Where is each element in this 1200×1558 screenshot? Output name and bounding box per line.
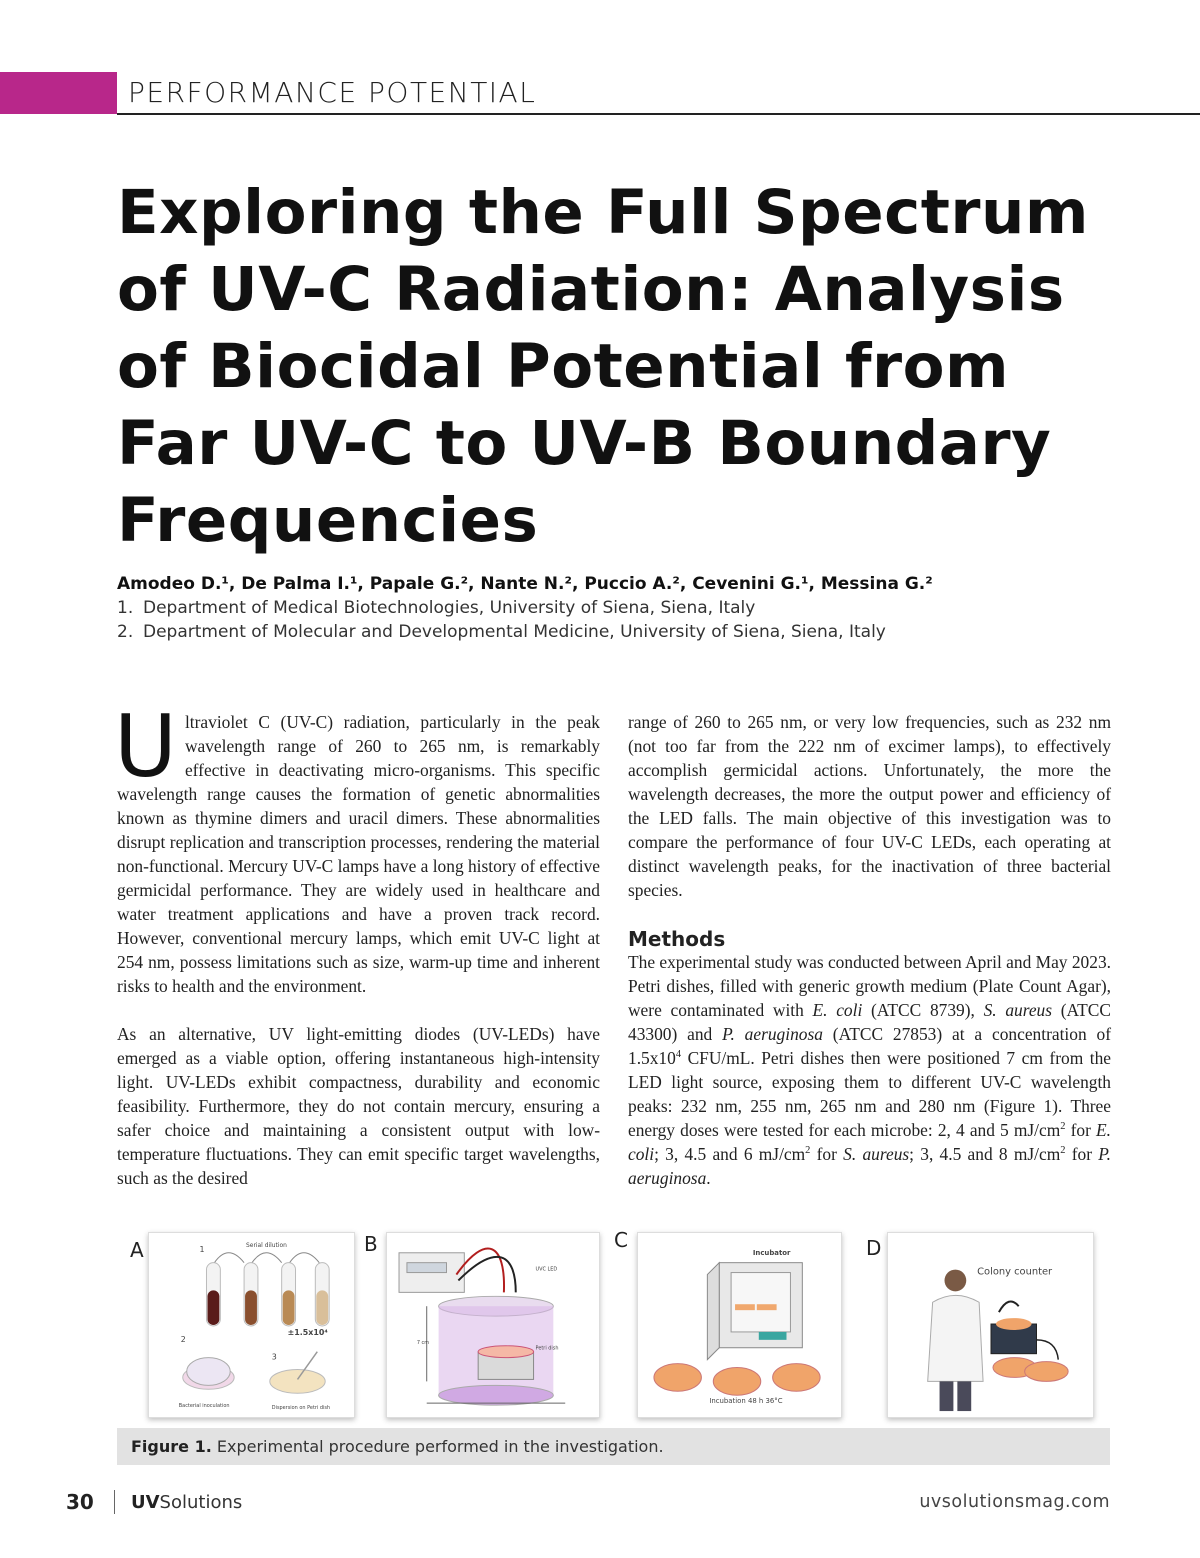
magazine-name: UVSolutions xyxy=(131,1492,243,1513)
affiliation-text: Department of Molecular and Developmental Medicine, University of Siena, Siena, Italy xyxy=(143,622,886,642)
page-number: 30 xyxy=(66,1490,94,1514)
methods-paragraph: The experimental study was conducted between April and May 2023. Petri dishes, filled with generic growth medium (Plate Count Agar), were contaminated with E. coli (ATCC 8739), S. aureus (ATCC 43300) and P. aeruginosa (ATCC 27853) at a concentration of $1.5x10^4$ CFU/mL. Petri dishes then were positioned 7 cm from the LED light source, exposing them to different UV-C wavelength peaks: 232 nm, 255 nm, 265 nm and 280 nm (Figure 1). Three energy doses were tested for each microbe: 2, 4 and 5 $mJ/cm^2$ for E. coli; 3, 4.5 and 6 $mJ/cm^2$ for S. aureus; 3, 4.5 and 8 $mJ/cm^2$ for P. aeruginosa. xyxy=(628,952,1111,1188)
affiliation-number: 1. xyxy=(117,598,134,618)
serial-dilution-illustration xyxy=(149,1233,354,1417)
article-title: Exploring the Full Spectrum of UV-C Radiation: Analysis of Biocidal Potential from Far UV-C to UV-B Boundary Frequencies xyxy=(117,177,1089,556)
intro-paragraph xyxy=(114,697,600,998)
magazine-url: uvsolutionsmag.com xyxy=(919,1492,1110,1512)
affiliation-2 xyxy=(117,622,886,642)
incubator-illustration xyxy=(638,1233,841,1417)
panel-letter-b: B xyxy=(364,1232,378,1256)
svg-text:1: 1 xyxy=(199,1244,205,1254)
svg-text:Colony counter: Colony counter xyxy=(977,1266,1053,1278)
intro-text: ltraviolet C (UV-C) radiation, particularly in the peak wavelength range of 260 to 265 nm, is remarkably effective in deactivating micro-organisms. This specific wavelength range causes the formation of genetic abnormalities known as thymine dimers and uracil dimers. These abnormalities disrupt replication and transcription processes, rendering the material non-functional. Mercury UV-C lamps have a long history of effective germicidal performance. They are widely used in healthcare and water treatment applications and have a proven track record. However, conventional mercury lamps, which emit UV-C light at 254 nm, possess limitations such as size, warm-up time and inherent risks to health and the environment. xyxy=(117,712,600,996)
figure-panel-c xyxy=(637,1232,842,1418)
affiliation-number: 2. xyxy=(117,622,134,642)
panel-letter-a: A xyxy=(130,1238,144,1262)
svg-text:Dispersion on Petri dish: Dispersion on Petri dish xyxy=(271,1405,331,1412)
panel-letter-d: D xyxy=(866,1236,882,1260)
figure-panel-b xyxy=(386,1232,600,1418)
drop-cap: U xyxy=(114,697,177,797)
uvc-led-setup-illustration xyxy=(387,1233,599,1417)
body-column-left xyxy=(114,697,600,1214)
objective-paragraph: range of 260 to 265 nm, or very low frequencies, such as 232 nm (not too far from the 222 nm of excimer lamps), to effectively accomplish germicidal actions. Unfortunately, the more the wavelength decreases, the more the output power and efficiency of the LED falls. The main objective of this investigation was to compare the performance of four UV-C LEDs, each operating at distinct wavelength peaks, for the inactivation of three bacterial species. xyxy=(628,712,1111,900)
svg-text:Bacterial inoculation: Bacterial inoculation xyxy=(178,1403,230,1410)
alternative-paragraph: As an alternative, UV light-emitting diodes (UV-LEDs) have emerged as a viable option, offering instantaneous high-intensity light. UV-LEDs exhibit compactness, durability and economic feasibility. Furthermore, they do not contain mercury, ensuring a safer choice and maintaining a consistent output with low-temperature fluctuations. They can emit specific target wavelengths, such as the desired xyxy=(117,1024,600,1188)
affiliation-1 xyxy=(117,598,755,618)
section-label: PERFORMANCE POTENTIAL xyxy=(128,76,537,109)
figure-panel-a xyxy=(148,1232,355,1418)
figure-caption-text: Experimental procedure performed in the investigation. xyxy=(211,1437,664,1456)
figure-panel-d xyxy=(887,1232,1094,1418)
figure-caption-label: Figure 1. xyxy=(131,1437,212,1456)
affiliation-text: Department of Medical Biotechnologies, University of Siena, Siena, Italy xyxy=(143,598,756,618)
svg-text:Incubation 48 h 36°C: Incubation 48 h 36°C xyxy=(709,1397,783,1406)
colony-counter-illustration xyxy=(888,1233,1093,1417)
section-accent-bar xyxy=(0,72,117,114)
section-rule xyxy=(117,113,1200,115)
svg-text:Incubator: Incubator xyxy=(752,1248,791,1257)
svg-text:±1.5x10⁴: ±1.5x10⁴ xyxy=(287,1327,328,1337)
methods-heading: Methods xyxy=(628,927,726,951)
svg-text:UVC LED: UVC LED xyxy=(535,1266,558,1273)
panel-letter-c: C xyxy=(614,1228,628,1252)
footer-divider xyxy=(114,1490,115,1514)
svg-text:Serial dilution: Serial dilution xyxy=(246,1241,287,1249)
svg-text:2: 2 xyxy=(180,1334,186,1344)
svg-text:Petri dish: Petri dish xyxy=(535,1345,559,1352)
author-list: Amodeo D.¹, De Palma I.¹, Papale G.², Nante N.², Puccio A.², Cevenini G.¹, Messina G.² xyxy=(117,574,933,594)
figure-caption xyxy=(131,1437,664,1456)
body-column-right xyxy=(628,710,1111,1214)
svg-text:3: 3 xyxy=(271,1352,277,1362)
svg-text:7 cm: 7 cm xyxy=(416,1339,430,1346)
